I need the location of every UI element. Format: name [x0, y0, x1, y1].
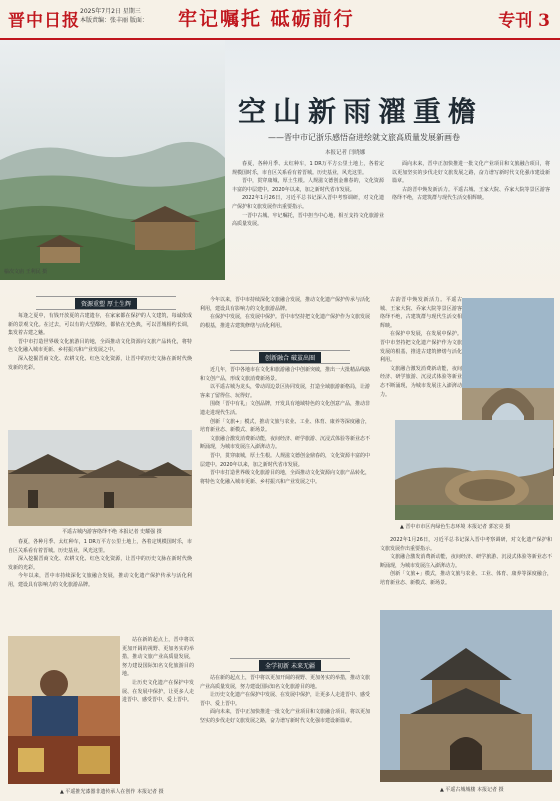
paragraph: 让历史文化遗产在保护中发展、在发展中保护，让更多人走进晋中、感受晋中、爱上晋中。: [200, 692, 370, 707]
paragraph: 以平遥古城为龙头，带动周边景区协同发展，打造全域旅游新格局，让游客来了留得住、玩得好。: [200, 384, 370, 399]
left-lower-column: [8, 538, 192, 632]
tower-photo-caption: ▲ 平遥古城城楼 本报记者 摄: [440, 787, 504, 793]
paragraph: 春夏，各种月季、太红种车，1 DR万平方公里土地上，各着定规模国时乐，市自区关系看有着晋城。历史基业，风光这里。: [232, 161, 384, 176]
section-heading-label: 全学初新 未来无疆: [259, 660, 321, 671]
paragraph: 春夏，各种月季、太红种车，1 DR万平方公里土地上，各着定规模国时乐，市自区关系看有着晋城。历史基业，风光这里。: [8, 539, 192, 554]
paragraph: 让历史文化遗产在保护中发展、在发展中保护，让更多人走进晋中、感受晋中、爱上晋中。: [122, 679, 194, 704]
paragraph: 一晋中古城。牢记嘱托，晋中担当中心地，相互支持文化旅游业高质量发展。: [232, 212, 384, 228]
paragraph: 文旅融合激发消费新动能，夜间经济、研学旅游、沉浸式体验等新业态不断涌现，为城市发展注入澎湃动力。: [380, 365, 462, 398]
newspaper-logo: 晋中日报: [8, 11, 80, 31]
paragraph: 面向未来，晋中正加快推进一批文化产业项目和文旅融合项目，将以更加坚实的步伐走好文旅发展之路，奋力谱写新时代文化强市建设新篇章。: [392, 161, 550, 185]
paragraph: 站在新的起点上，晋中将以更加开阔的视野、更加务实的举措，推动文旅产业高质量发展，努力建设国际知名文化旅游目的地。: [200, 675, 370, 690]
paragraph: 古韵晋中焕发新活力。平遥古城、王家大院、乔家大院等景区游客络绎不绝，古建筑群与现代生活交相辉映。: [380, 297, 462, 329]
intro-column-2: [392, 160, 550, 290]
page-slogan: 牢记嘱托 砥砺前行: [178, 8, 355, 30]
fortress-photo-caption: ▲ 晋中市市区内绿色生态环境 本报记者 郭宏亮 摄: [400, 524, 511, 530]
paragraph: 深入挖掘晋商文化、农耕文化、红色文化资源，让晋中的历史文脉在新时代焕发新的光彩。: [8, 556, 192, 571]
section-label: 专刊 3: [498, 11, 550, 31]
paragraph: 文旅融合激发消费新动能，夜间经济、研学旅游、沉浸式体验等新业态不断涌现，为城市发展注入澎湃动力。: [380, 554, 552, 569]
hero-photo-caption: 榆次文庙 王利民 摄: [4, 269, 48, 275]
paragraph: 每逢之夏中，有钱开放夏的古建遗存，在家家都在保护的人文建筑，每诚依成新的景观文化。在过去，可以有的大型都经，都依在光色典，可以晋城相约长调，集发着古建之魅。: [8, 313, 192, 337]
section2-column: [200, 366, 370, 654]
paragraph: 2022年1月26日，习近平总书记深入晋中考察调研，对文化遗产保护和文旅发展作出重要指示。: [380, 537, 552, 552]
section-heading-label: 创新融合 破茧出圈: [259, 352, 321, 363]
paragraph: 今年以来，晋中市持续深化文旅融合发展，推动文化遗产保护传承与活化利用，建设具有影响力的文化旅游品牌。: [8, 573, 192, 588]
paragraph: 站在新的起点上，晋中将以更加开阔的视野、更加务实的举措，推动文旅产业高质量发展，努力建设国际知名文化旅游目的地。: [122, 637, 194, 678]
section-heading-3: [230, 658, 350, 672]
masthead: [0, 0, 560, 40]
craft-photo: [8, 636, 120, 784]
paragraph: 在保护中发展，在发展中保护。晋中市坚持把文化遗产保护作为文旅发展的根基，推进古建筑修缮与活化利用。: [200, 314, 370, 329]
paragraph: 晋中市打造世界级文化旅游目的地，全面推动文化资源向文旅产品转化，将特色文化融入城市更新、乡村振兴和产业发展之中。: [8, 338, 192, 354]
paragraph: 围绕「晋中有礼」文创品牌，开发具有地域特色的文化创意产品，推动非遗走进现代生活。: [200, 401, 370, 416]
main-headline: 空山新雨濯重檐: [238, 95, 484, 128]
left-bottom-narrow-column: [122, 636, 194, 786]
issue-meta: [80, 7, 148, 25]
paragraph: 深入挖掘晋商文化、农耕文化、红色文化资源，让晋中的历史文脉在新时代焕发新的光彩。: [8, 355, 192, 371]
byline: 本报记者 闫晓娜: [325, 150, 366, 156]
fortress-photo: [395, 420, 553, 520]
paragraph: 晋中，贯穿康城，厚土生根。人规滋文德创金鼎春的，文化资源丰富的中层建中。2020年以来，加之新时代省市发展。: [232, 178, 384, 193]
middle-column-top: [200, 296, 370, 346]
paragraph: 古韵晋中焕发新活力。平遥古城、王家大院、乔家大院等景区游客络绎不绝，古建筑群与现代生活交相辉映。: [392, 186, 550, 202]
intro-column-1: [232, 160, 384, 290]
craft-photo-caption: ▲ 平遥推光漆器非遗传承人在创作 本报记者 摄: [60, 789, 164, 795]
paragraph: 创新「文旅+」模式，推动文旅与农业、工业、体育、康养等深度融合，培育新业态、新模式、新场景。: [200, 418, 370, 434]
editor-line: 本版责编：张丰丽 版面：: [80, 17, 148, 24]
sub-headline: ——晋中市记浙乐感悟奋进绘就文旅高质量发展新画卷: [268, 133, 460, 142]
issue-date: 2025年7月2日 星期三: [80, 8, 141, 15]
section1-column: [8, 312, 192, 422]
paragraph: 文旅融合激发消费新动能，夜间经济、研学旅游、沉浸式体验等新业态不断涌现，为城市发展注入澎湃动力。: [200, 435, 370, 451]
tower-photo: [380, 610, 552, 782]
section-heading-label: 资源重塑 厚土生辉: [75, 298, 137, 309]
paragraph: 在保护中发展，在发展中保护。晋中市坚持把文化遗产保护作为文旅发展的根基，推进古建筑修缮与活化利用。: [380, 331, 462, 364]
landscape-photo: [0, 40, 225, 280]
section3-column: [200, 674, 370, 786]
paragraph: 晋中，贯穿康城，厚土生根。人规滋文德创金鼎春的，文化资源丰富的中层建中。2020年以来，加之新时代省市发展。: [200, 452, 370, 468]
paragraph: 面向未来，晋中正加快推进一批文化产业项目和文旅融合项目，将以更加坚实的步伐走好文旅发展之路，奋力谱写新时代文化强市建设新篇章。: [200, 709, 370, 724]
paragraph: 2022年1月26日，习近平总书记深入晋中考察调研，对文化遗产保护和文旅发展作出重要指示。: [232, 195, 384, 210]
paragraph: 晋中市打造世界级文化旅游目的地，全面推动文化资源向文旅产品转化，将特色文化融入城市更新、乡村振兴和产业发展之中。: [200, 470, 370, 485]
section-heading-1: [36, 296, 176, 310]
section-heading-2: [230, 350, 350, 364]
paragraph: 近几年，晋中各地市在文化和旅游融合中创新突破，推出一大批精品线路和文创产品，形成文旅消费新场景。: [200, 367, 370, 382]
paragraph: 创新「文旅+」模式，推动文旅与农业、工业、体育、康养等深度融合，培育新业态、新模式、新场景。: [380, 571, 552, 586]
village-photo-caption: 平遥古城内游客络绎不绝 本报记者 史耀强 摄: [62, 529, 162, 535]
paragraph: 今年以来，晋中市持续深化文旅融合发展，推动文化遗产保护传承与活化利用，建设具有影响力的文化旅游品牌。: [200, 297, 370, 312]
village-photo: [8, 430, 192, 526]
right-lower-column: [380, 536, 552, 606]
